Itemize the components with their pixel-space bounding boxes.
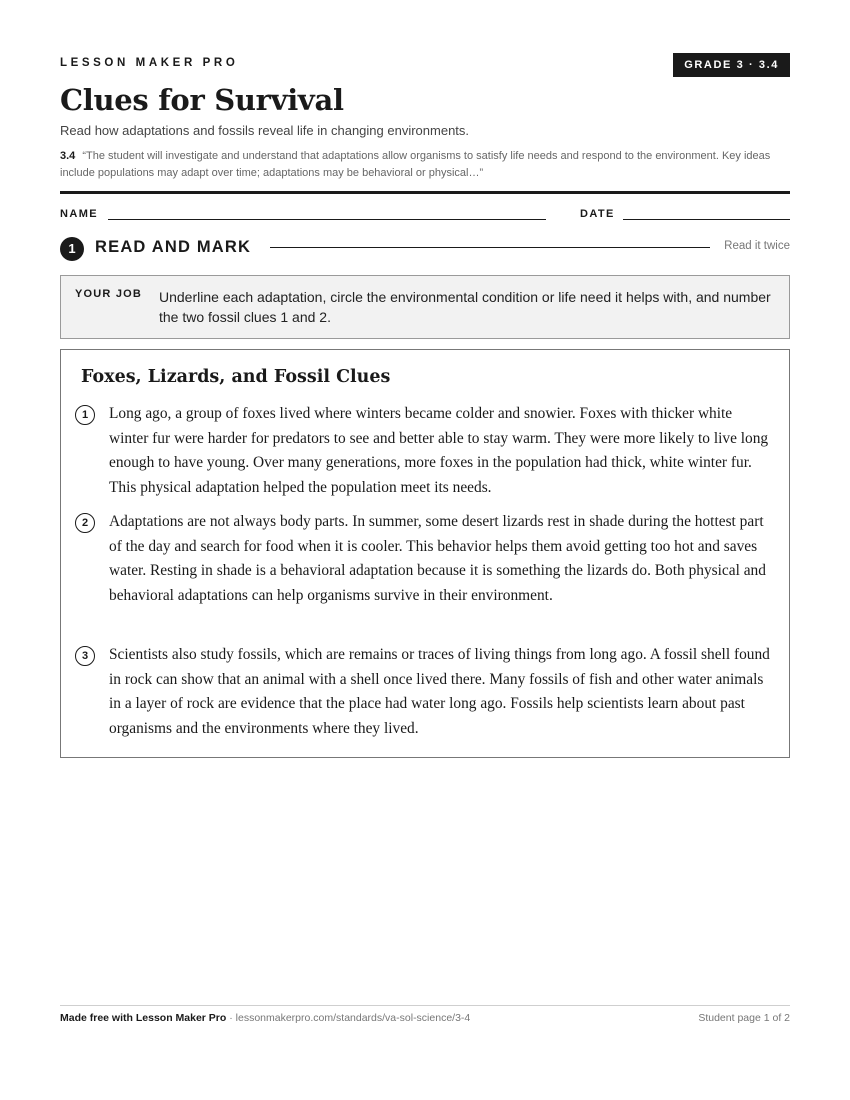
- page-title: Clues for Survival: [60, 83, 344, 117]
- job-label: YOUR JOB: [75, 288, 143, 300]
- footer-separator: ·: [226, 1012, 236, 1024]
- paragraph-text: Scientists also study fossils, which are remains or traces of living things from long ago. A fossil shell found in rock can show that an animal with a shell once lived there. Many fossils of fish and other water animals in a layer of rock are evidence that the place had water long ago. Fossils help scientists learn about past organisms and the environments where they lived.: [109, 646, 770, 737]
- footer-credit: [60, 1012, 470, 1024]
- reading-passage: [60, 349, 790, 758]
- brand-name: LESSON MAKER PRO: [60, 57, 239, 69]
- name-field[interactable]: [108, 219, 546, 220]
- section-note: Read it twice: [724, 240, 790, 252]
- paragraph-number: 3: [75, 646, 95, 666]
- section-title: READ AND MARK: [95, 238, 252, 256]
- footer-brand: Made free with Lesson Maker Pro: [60, 1012, 227, 1024]
- grade-badge: GRADE 3 · 3.4: [673, 53, 790, 77]
- name-label: NAME: [60, 208, 98, 220]
- date-label: DATE: [580, 208, 615, 220]
- page-indicator: Student page 1 of 2: [698, 1012, 790, 1024]
- standard-code: 3.4: [60, 150, 76, 162]
- reading-title: Foxes, Lizards, and Fossil Clues: [81, 367, 391, 387]
- section-number-badge: 1: [60, 237, 84, 261]
- paragraph-text: Adaptations are not always body parts. In summer, some desert lizards rest in shade during the hottest part of the day and search for food when it is cooler. This behavior helps them avoid getting too hot and saves water. Resting in shade is a behavioral adaptation because it is something the lizards do. Both physical and behavioral adaptations can help organisms survive in their environment.: [109, 513, 766, 604]
- section-divider: [270, 247, 710, 248]
- standard-text: “The student will investigate and understand that adaptations allow organisms to satisfy life needs and respond to the environment. Key ideas include populations may adapt over time; adaptations may be behavioral or physical…”: [60, 150, 771, 179]
- paragraph-text: Long ago, a group of foxes lived where winters became colder and snowier. Foxes with thicker white winter fur were harder for predators to see and better able to stay warm. They were more likely to live long enough to have young. Over many generations, more foxes in the population had thick, white winter fur. This physical adaptation helped the population meet its needs.: [109, 405, 769, 496]
- header-divider: [60, 191, 790, 194]
- standard-statement: [60, 148, 795, 182]
- date-field[interactable]: [623, 219, 790, 220]
- paragraph-number: 1: [75, 405, 95, 425]
- worksheet-page: [60, 0, 790, 1100]
- page-subtitle: Read how adaptations and fossils reveal life in changing environments.: [60, 123, 470, 138]
- job-text: Underline each adaptation, circle the environmental condition or life need it helps with, and number the two fossil clues 1 and 2.: [159, 289, 771, 325]
- footer-url-link[interactable]: lessonmakerpro.com/standards/va-sol-science/3-4: [235, 1012, 471, 1024]
- paragraph-number: 2: [75, 513, 95, 533]
- footer-divider: [60, 1005, 790, 1006]
- job-instructions-box: [60, 275, 790, 339]
